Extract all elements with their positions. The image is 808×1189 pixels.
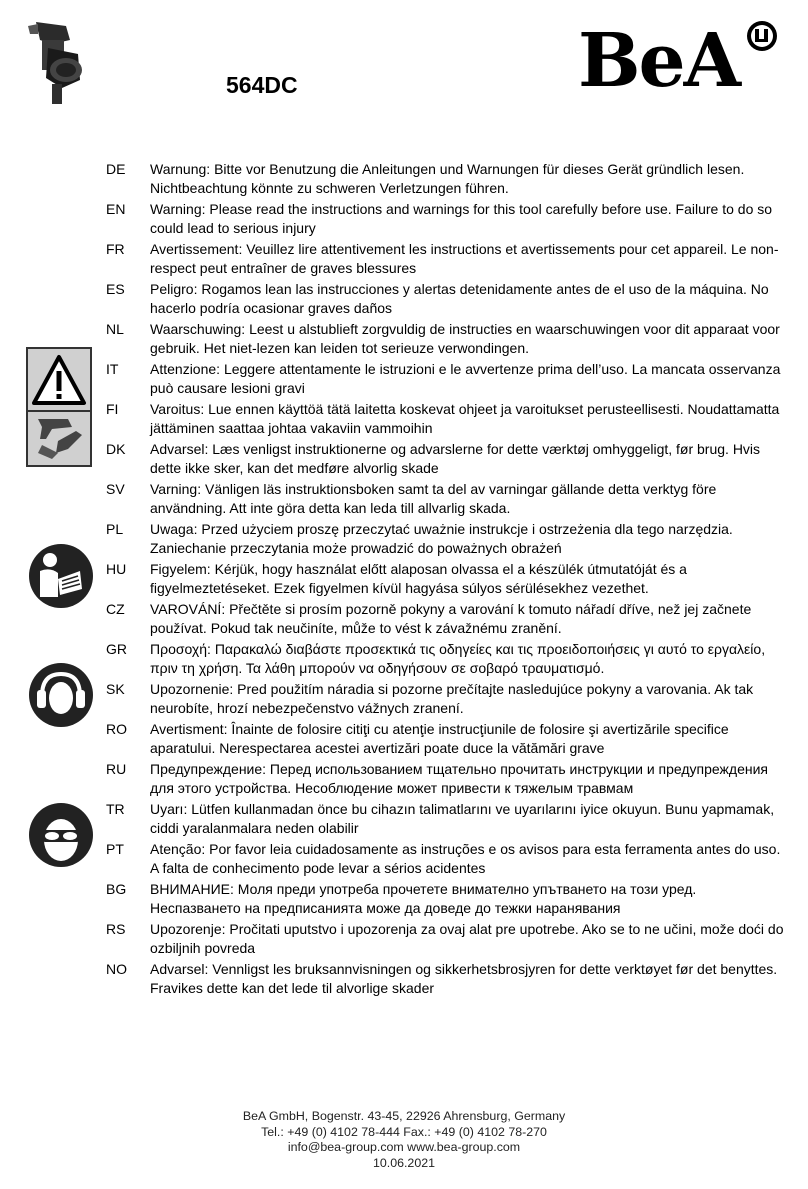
company-footer: [0, 1109, 808, 1171]
warning-list: [106, 160, 786, 1000]
language-code: RU: [106, 761, 127, 777]
language-code: ES: [106, 281, 125, 297]
warning-text: Attenzione: Leggere attentamente le istruzioni e le avvertenze prima dell’uso. La mancata osservanza può causare lesioni gravi: [150, 361, 781, 396]
warning-row-dk: [106, 440, 786, 478]
warning-text: Atenção: Por favor leia cuidadosamente as instruções e os avisos para esta ferramenta antes do uso. A falta de conhecimento pode levar a sérios acidentes: [150, 841, 781, 876]
warning-row-no: [106, 960, 786, 998]
warning-text: Upozornenie: Pred použitím náradia si pozorne prečítajte nasledujúce pokyny a varovania. Ak tak neurobíte, hrozí nebezpečenstvo vážnych zranení.: [150, 681, 754, 716]
warning-row-ru: [106, 760, 786, 798]
language-code: RO: [106, 721, 127, 737]
language-code: FI: [106, 401, 119, 417]
warning-text: Varoitus: Lue ennen käyttöä tätä laitetta koskevat ohjeet ja varoitukset perusteellisesti. Noudattamatta jättäminen saattaa johtaa vakaviin vammoihin: [150, 401, 780, 436]
read-manual-icon: [28, 543, 94, 609]
language-code: IT: [106, 361, 119, 377]
warning-row-tr: [106, 800, 786, 838]
warning-panel: [26, 347, 92, 467]
warning-text: Advarsel: Læs venligst instruktionerne og advarslerne for dette værktøj omhyggeligt, før brug. Hvis dette ikke sker, kan det medføre alvorlig skade: [150, 441, 761, 476]
warning-row-hu: [106, 560, 786, 598]
language-code: CZ: [106, 601, 125, 617]
language-code: GR: [106, 641, 127, 657]
warning-text: Προσοχή: Παρακαλώ διαβάστε προσεκτικά τις οδηγείες και τις προειδοποιήσεις γι αυτό το εργαλείο, πριν τη χρήση. Τα λάθη μπορούν να οδηγήσουν σε σοβαρό τραυματισμό.: [150, 641, 766, 676]
warning-row-es: [106, 280, 786, 318]
warning-text: Warning: Please read the instructions and warnings for this tool carefully before use. Failure to do so could lead to serious injury: [150, 201, 773, 236]
svg-text:BeA: BeA: [578, 18, 740, 104]
warning-text: ВНИМАНИЕ: Моля преди употреба прочетете внимателно упътването на този уред. Неспазването на предписанията може да доведе до тежки наранявания: [150, 881, 697, 916]
language-code: BG: [106, 881, 127, 897]
language-code: EN: [106, 201, 126, 217]
language-code: NL: [106, 321, 124, 337]
warning-row-sk: [106, 680, 786, 718]
company-phone-fax: Tel.: +49 (0) 4102 78-444 Fax.: +49 (0) 4102 78-270: [261, 1124, 547, 1139]
language-code: RS: [106, 921, 126, 937]
bea-logo: [574, 14, 784, 106]
warning-row-fr: [106, 240, 786, 278]
warning-text: Предупреждение: Перед использованием тщательно прочитать инструкции и предупреждения для этого устройства. Несоблюдение может привести к тяжелым травмам: [150, 761, 768, 796]
warning-row-bg: [106, 880, 786, 918]
language-code: FR: [106, 241, 125, 257]
model-number: 564DC: [226, 72, 298, 98]
ear-protection-icon: [28, 662, 94, 728]
warning-text: Uyarı: Lütfen kullanmadan önce bu cihazın talimatlarını ve uyarılarını iyice okuyun. Bunu yapmamak, ciddi yaralanmalara neden olabilir: [150, 801, 775, 836]
language-code: SK: [106, 681, 125, 697]
language-code: NO: [106, 961, 127, 977]
warning-row-cz: [106, 600, 786, 638]
warning-text: VAROVÁNÍ: Přečtěte si prosím pozorně pokyny a varování k tomuto nářadí dříve, než jej začnete používat. Pokud tak neučiníte, může to vést k závažnému zranění.: [150, 601, 752, 636]
language-code: PL: [106, 521, 124, 537]
warning-row-rs: [106, 920, 786, 958]
warning-text: Varning: Vänligen läs instruktionsboken samt ta del av varningar gällande detta verktyg före användning. Att inte göra detta kan leda till allvarlig skada.: [150, 481, 717, 516]
document-date: 10.06.2021: [372, 1155, 435, 1170]
warning-text: Advarsel: Vennligst les bruksannvisningen og sikkerhetsbrosjyren for dette verktøyet før det benyttes. Fravikes dette kan det lede til alvorlige skader: [150, 961, 778, 996]
warning-row-ro: [106, 720, 786, 758]
language-code: TR: [106, 801, 125, 817]
warning-row-sv: [106, 480, 786, 518]
warning-text: Upozorenje: Pročitati uputstvo i upozorenja za ovaj alat pre upotrebe. Ako se to ne učini, može doći do ozbiljnih povreda: [150, 921, 784, 956]
language-code: PT: [106, 841, 124, 857]
warning-text: Avertisment: Înainte de folosire citiţi cu atenţie instrucţiunile de folosire şi avertizările specifice aparatului. Nerespectarea acestei avertizări poate duce la vătămări grave: [150, 721, 729, 756]
warning-row-pt: [106, 840, 786, 878]
language-code: DK: [106, 441, 126, 457]
language-code: SV: [106, 481, 125, 497]
warning-text: Waarschuwing: Leest u alstublieft zorgvuldig de instructies en waarschuwingen voor dit apparaat voor gebruik. Het niet-lezen kan leiden tot serieuze verwondingen.: [150, 321, 780, 356]
warning-text: Uwaga: Przed użyciem proszę przeczytać uważnie instrukcje i ostrzeżenia dla tego narzędzia. Zaniechanie przeczytania może prowadzić do poważnych obrażeń: [150, 521, 733, 556]
warning-row-en: [106, 200, 786, 238]
warning-text: Avertissement: Veuillez lire attentivement les instructions et avertissements pour cet appareil. Le non-respect peut entraîner de graves blessures: [150, 241, 779, 276]
language-code: HU: [106, 561, 127, 577]
language-code: DE: [106, 161, 126, 177]
warning-row-gr: [106, 640, 786, 678]
warning-triangle-icon: [34, 357, 84, 403]
warning-row-de: [106, 160, 786, 198]
warning-row-pl: [106, 520, 786, 558]
company-email-web: info@bea-group.com www.bea-group.com: [287, 1140, 521, 1154]
eye-protection-icon: [28, 802, 94, 868]
company-address: BeA GmbH, Bogenstr. 43-45, 22926 Ahrensburg, Germany: [242, 1109, 566, 1123]
warning-row-fi: [106, 400, 786, 438]
warning-row-it: [106, 360, 786, 398]
warning-text: Figyelem: Kérjük, hogy használat előtt alaposan olvassa el a készülék útmutatóját és a figyelmeztetéseket. Ezek figyelmen kívül hagyása súlyos sérülésekhez vezethet.: [150, 561, 687, 596]
warning-text: Peligro: Rogamos lean las instrucciones y alertas detenidamente antes de el uso de la máquina. No hacerlo podría ocasionar graves daños: [150, 281, 769, 316]
warning-text: Warnung: Bitte vor Benutzung die Anleitungen und Warnungen für dieses Gerät gründlich lesen. Nichtbeachtung könnte zu schweren Verletzungen führen.: [150, 161, 745, 196]
warning-row-nl: [106, 320, 786, 358]
nailer-tool-image: [22, 18, 92, 108]
hand-near-tool-icon: [38, 419, 82, 459]
